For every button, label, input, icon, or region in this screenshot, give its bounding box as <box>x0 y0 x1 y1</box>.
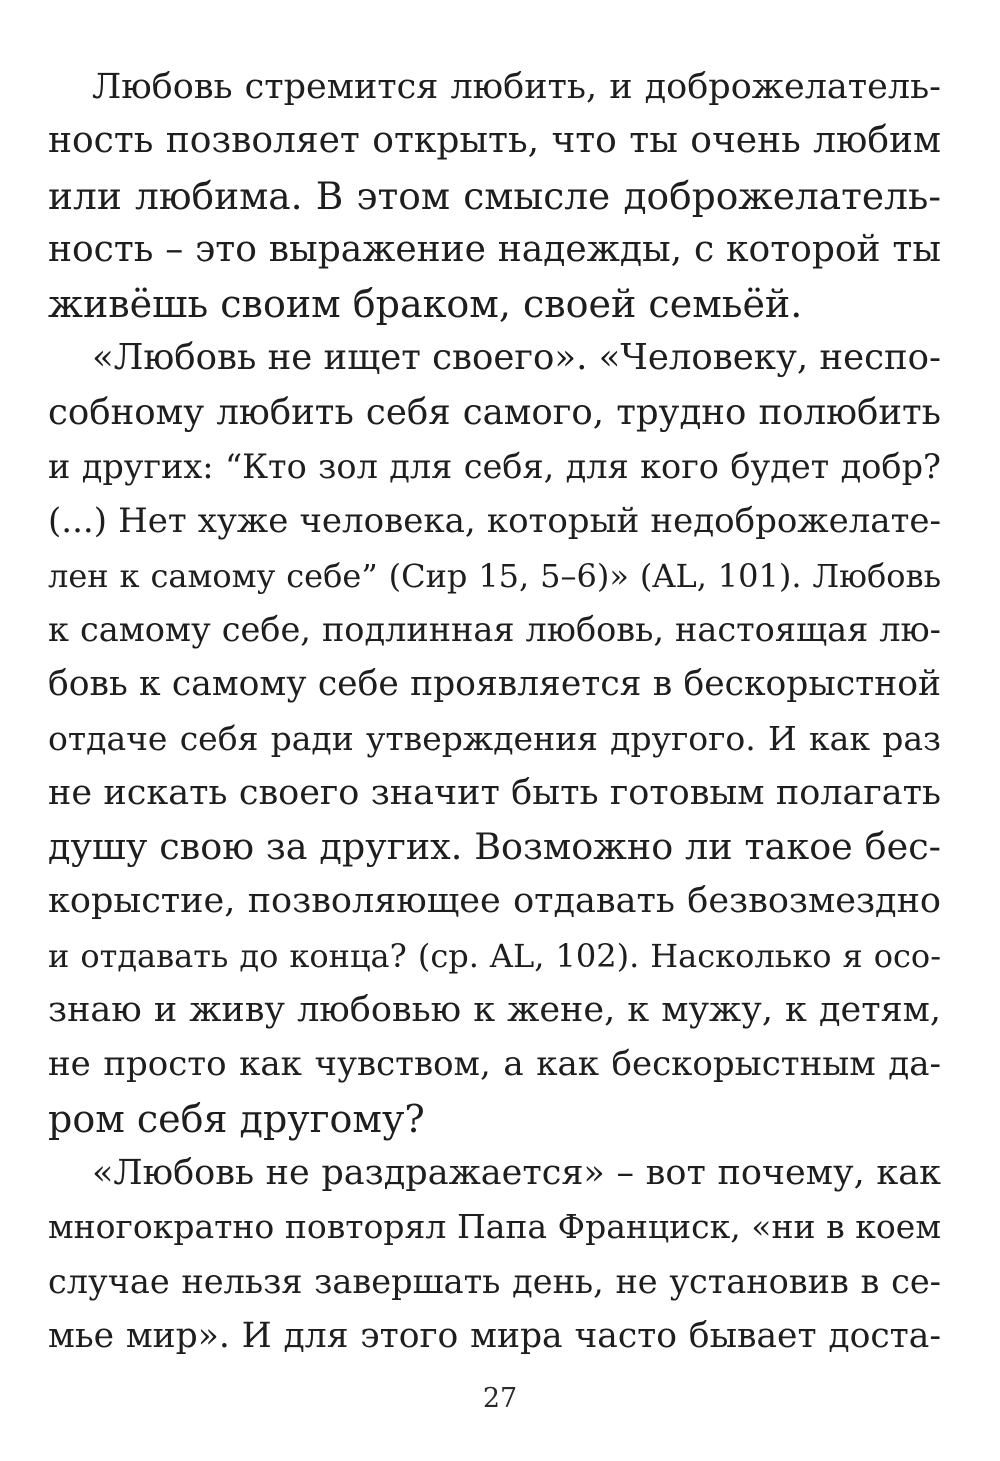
text-line: ром себя другому? <box>48 1096 425 1141</box>
text-line: корыстие, позволяющее отдавать безвозмездно <box>48 881 941 922</box>
text-line: или любима. В этом смысле доброжелатель- <box>48 173 941 218</box>
text-line: и других: “Кто зол для себя, для кого будет добр? <box>48 447 941 487</box>
text-line: «Любовь не ищет своего». «Человеку, неспо- <box>92 337 941 379</box>
text-line: к самому себе, подлинная любовь, настоящая лю- <box>48 609 941 649</box>
text-line: многократно повторял Папа Франциск, «ни в коем <box>48 1207 941 1247</box>
body-text <box>48 60 941 1363</box>
text-line: живёшь своим браком, своей семьёй. <box>48 282 803 327</box>
text-line: случае нельзя завершать день, не установив в се- <box>48 1261 941 1301</box>
page-number: 27 <box>482 1383 518 1414</box>
text-line: не искать своего значит быть готовым полагать <box>48 772 941 813</box>
text-line: «Любовь не раздражается» – вот почему, как <box>92 1152 941 1193</box>
text-line: душу свою за других. Возможно ли такое бес- <box>48 825 941 869</box>
text-line: знаю и живу любовью к жене, к мужу, к детям, <box>48 990 941 1031</box>
text-line: лен к самому себе” (Сир 15, 5–6)» (AL, 101). Любовь <box>48 556 941 595</box>
text-line: ность – это выражение надежды, с которой ты <box>48 228 941 270</box>
text-line: не просто как чувством, а как бескорыстным да- <box>48 1044 941 1085</box>
text-line: и отдавать до конца? (ср. AL, 102). Насколько я осо- <box>48 936 941 975</box>
text-line: отдаче себя ради утверждения другого. И как раз <box>48 718 941 758</box>
text-line: ность позволяет открыть, что ты очень любим <box>48 120 941 162</box>
text-line: (...) Нет хуже человека, который недоброжелате- <box>48 501 941 542</box>
text-line: мье мир». И для этого мира часто бывает доста- <box>48 1315 941 1356</box>
text-line: Любовь стремится любить, и доброжелатель- <box>92 67 941 107</box>
text-line: собному любить себя самого, трудно полюбить <box>48 391 941 433</box>
text-line: бовь к самому себе проявляется в бескорыстной <box>48 664 941 705</box>
